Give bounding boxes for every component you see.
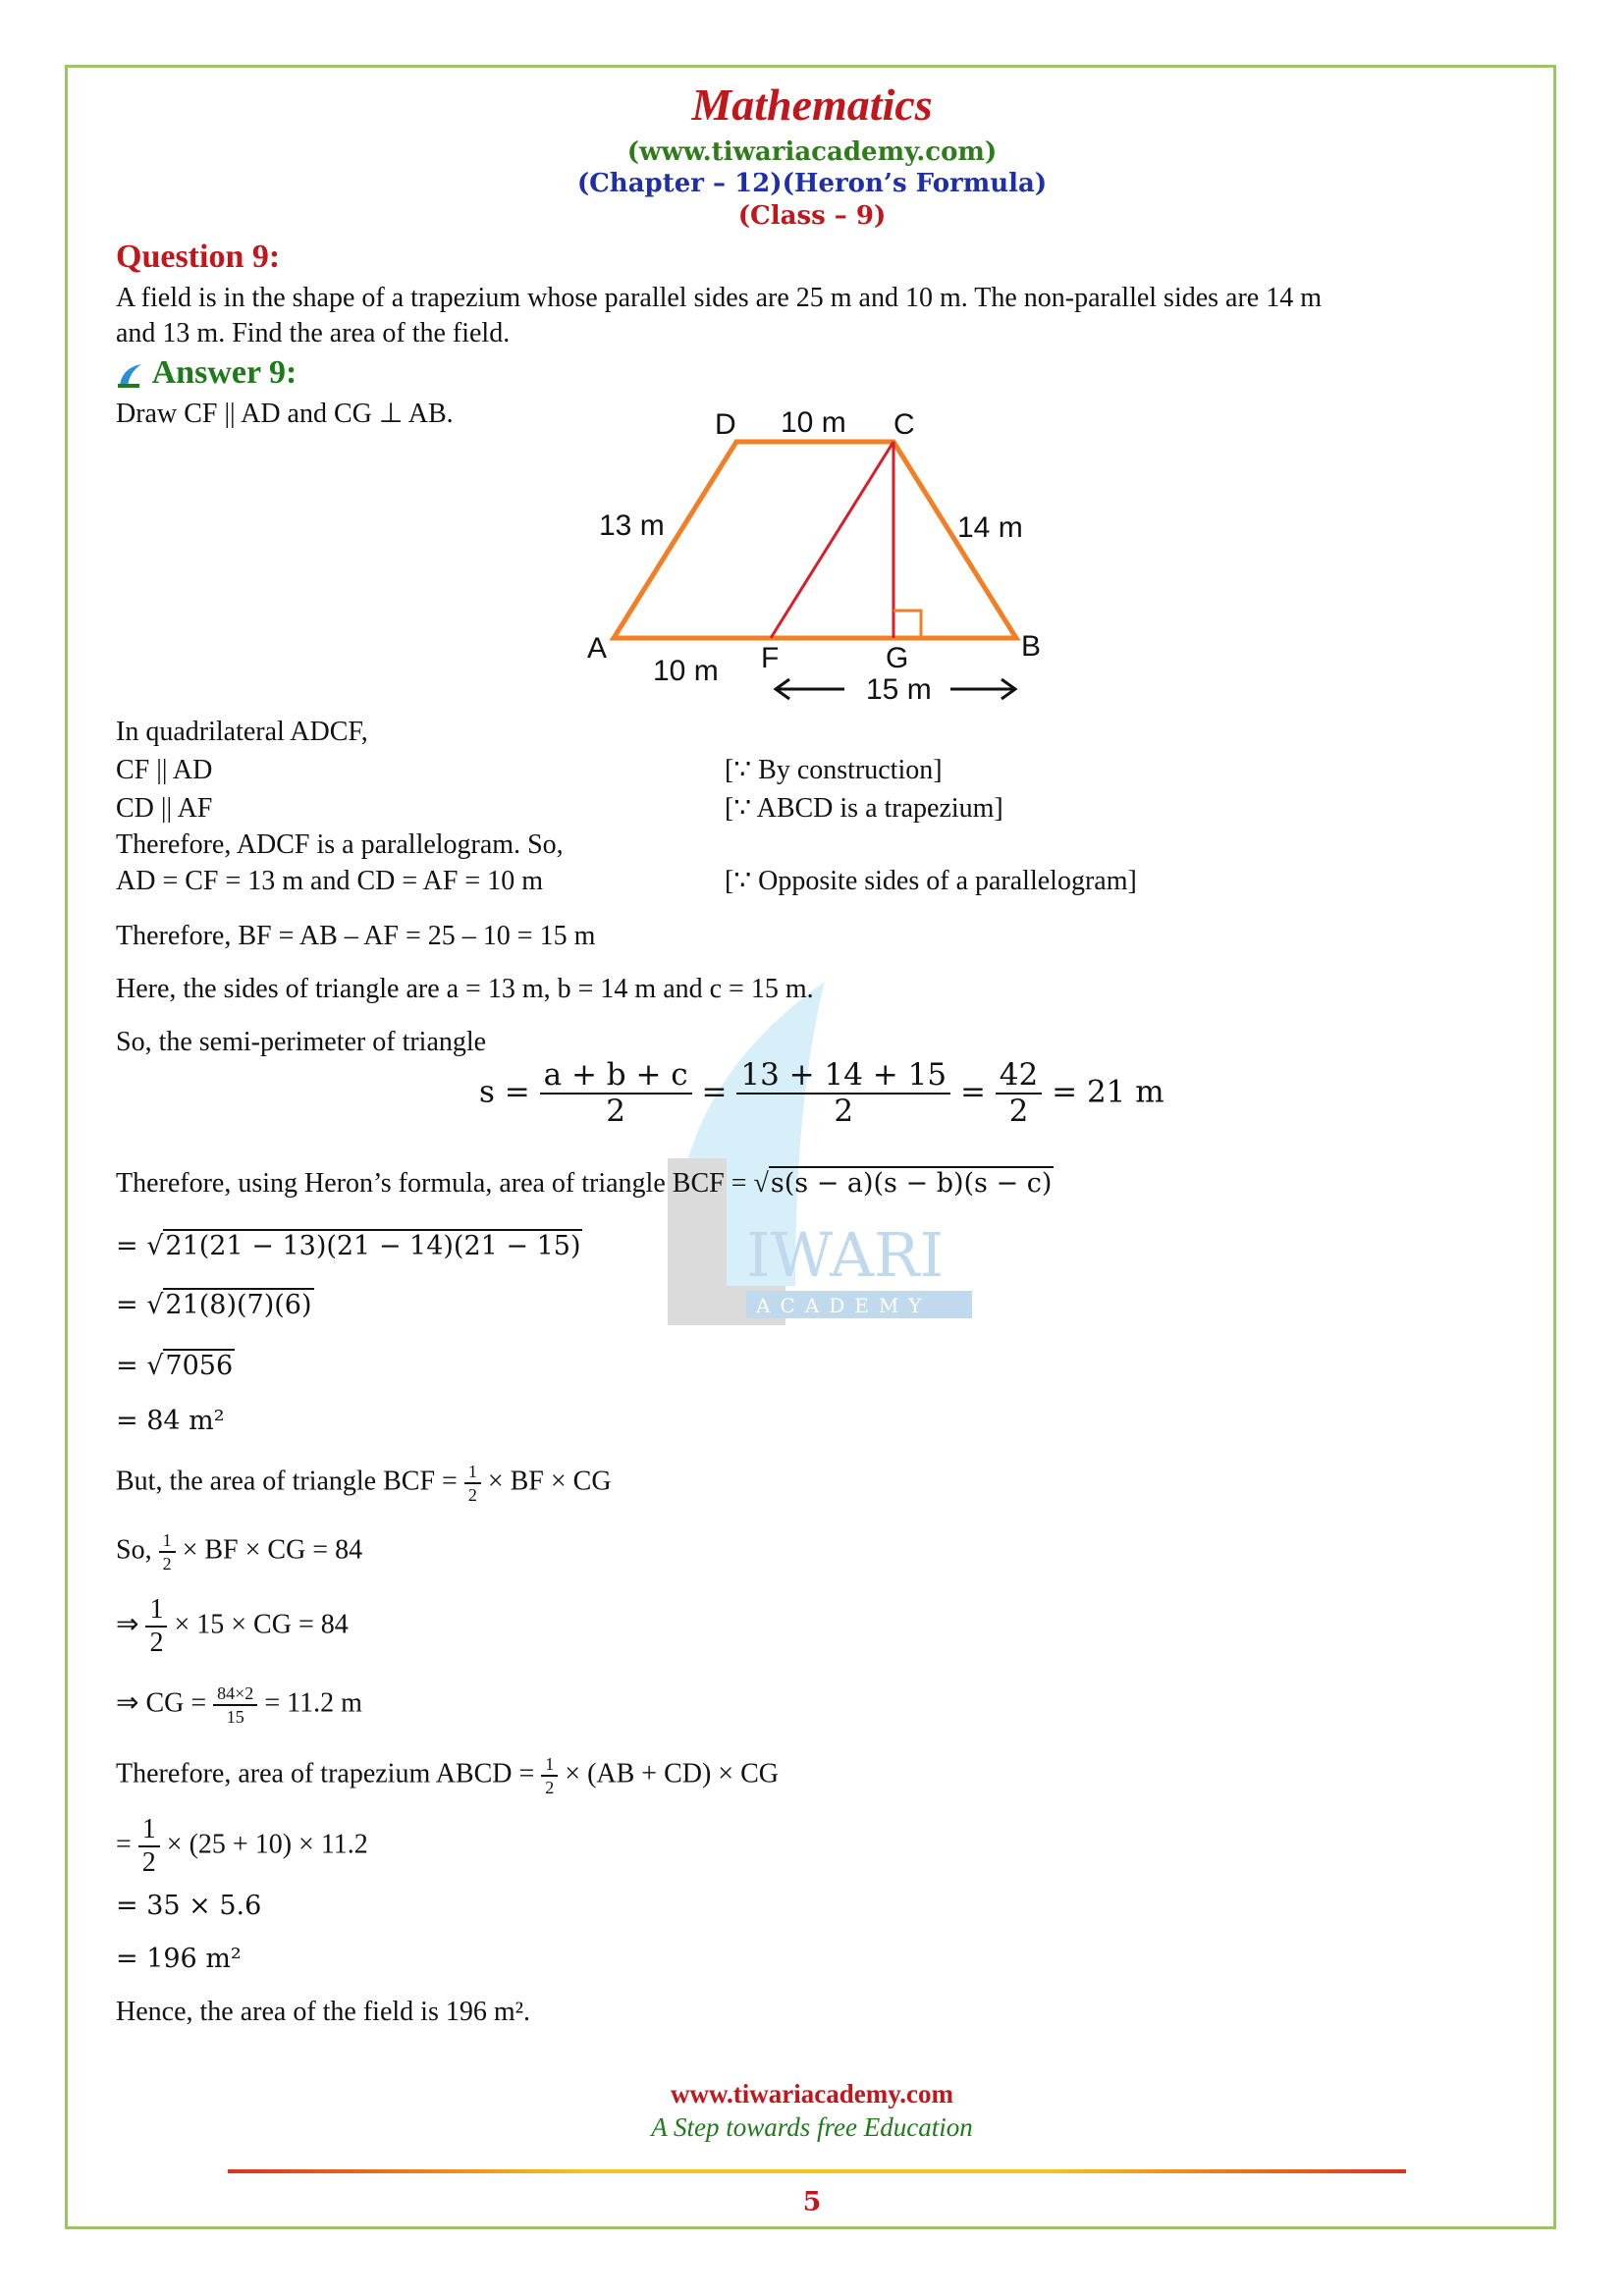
sol-line-1: In quadrilateral ADCF,: [116, 717, 368, 747]
watermark-brand: IWARI: [746, 1219, 945, 1291]
sol-line-8: So, the semi-perimeter of triangle: [116, 1027, 487, 1057]
label-ad: 13 m: [599, 509, 665, 542]
label-c: C: [893, 408, 915, 441]
question-label: Question 9:: [116, 239, 281, 275]
header-website[interactable]: (www.tiwariacademy.com): [626, 137, 998, 167]
sol-line-20: = 35 × 5.6: [116, 1891, 262, 1921]
sol-line-13: = 84 m²: [116, 1406, 225, 1436]
segment-cf: [771, 442, 893, 638]
label-f: F: [761, 642, 780, 674]
sol-line-21: = 196 m²: [116, 1944, 242, 1974]
footer-tagline: A Step towards free Education: [651, 2112, 973, 2142]
sol-line-2: CF || AD [∵ By construction]: [116, 755, 943, 785]
sol-line-7: Here, the sides of triangle are a = 13 m, b = 14 m and c = 15 m.: [116, 974, 814, 1004]
tiwari-watermark: [648, 962, 1001, 1355]
label-af: 10 m: [653, 655, 719, 687]
answer-label: Answer 9:: [151, 354, 298, 391]
class-label: (Class – 9): [737, 201, 887, 231]
sol-line-10: = √21(21 − 13)(21 − 14)(21 − 15): [116, 1231, 581, 1261]
subject-title: Mathematics: [691, 80, 933, 130]
label-b: B: [1021, 630, 1041, 663]
logo-icon: [116, 360, 145, 390]
sol-line-15: So, $\frac{1}{2}$ × BF × CG = 84: [116, 1530, 363, 1574]
question-text-1: A field is in the shape of a trapezium whose parallel sides are 25 m and 10 m. The non-parallel sides are 14 m: [116, 283, 1323, 313]
label-d: D: [715, 408, 736, 441]
sol-line-18: Therefore, area of trapezium ABCD = $\frac{1}{2}$ × (AB + CD) × CG: [116, 1754, 779, 1797]
semi-perimeter-equation: s = $\frac{a + b + c}{2}$ = $\frac{13 + 14 + 15}{2}$ = $\frac{42}{2}$ = 21 m: [479, 1057, 1164, 1129]
sol-line-9: Therefore, using Heron’s formula, area of triangle BCF = √s(s − a)(s − b)(s − c): [116, 1168, 1053, 1199]
sol-line-4: Therefore, ADCF is a parallelogram. So,: [116, 829, 564, 860]
answer-heading: [116, 355, 297, 391]
sol-line-6: Therefore, BF = AB – AF = 25 – 10 = 15 m: [116, 921, 596, 951]
sol-line-3: CD || AF [∵ ABCD is a trapezium]: [116, 793, 1003, 824]
watermark-sub: ACADEMY: [756, 1294, 932, 1317]
label-bc: 14 m: [957, 511, 1023, 544]
footer-website[interactable]: www.tiwariacademy.com: [671, 2079, 953, 2109]
trapezium-figure: [579, 402, 1041, 717]
label-g: G: [886, 642, 909, 674]
right-angle-mark: [893, 611, 921, 638]
label-a: A: [587, 632, 608, 665]
sol-line-16: ⇒ $\frac{1}{2}$ × 15 × CG = 84: [116, 1594, 349, 1658]
label-fb: 15 m: [866, 673, 932, 706]
sol-line-17: ⇒ CG = $\frac{84\times 2}{15}$ = 11.2 m: [116, 1683, 362, 1727]
conclusion: Hence, the area of the field is 196 m².: [116, 1997, 531, 2027]
sol-line-12: = √7056: [116, 1351, 234, 1381]
page-number: 5: [802, 2187, 822, 2217]
sol-line-5: AD = CF = 13 m and CD = AF = 10 m [∵ Opposite sides of a parallelogram]: [116, 866, 1137, 896]
sol-line-19: = $\frac{1}{2}$ × (25 + 10) × 11.2: [116, 1814, 368, 1878]
sol-line-11: = √21(8)(7)(6): [116, 1290, 312, 1320]
trapezium-abcd: [614, 442, 1016, 638]
chapter-title: (Chapter – 12)(Heron’s Formula): [576, 169, 1048, 198]
label-dc: 10 m: [781, 406, 846, 439]
question-text-2: and 13 m. Find the area of the field.: [116, 318, 511, 348]
sol-line-14: But, the area of triangle BCF = $\frac{1}{2}$ × BF × CG: [116, 1462, 612, 1505]
construction-text: Draw CF || AD and CG ⊥ AB.: [116, 399, 454, 429]
footer-divider: [228, 2169, 1406, 2173]
